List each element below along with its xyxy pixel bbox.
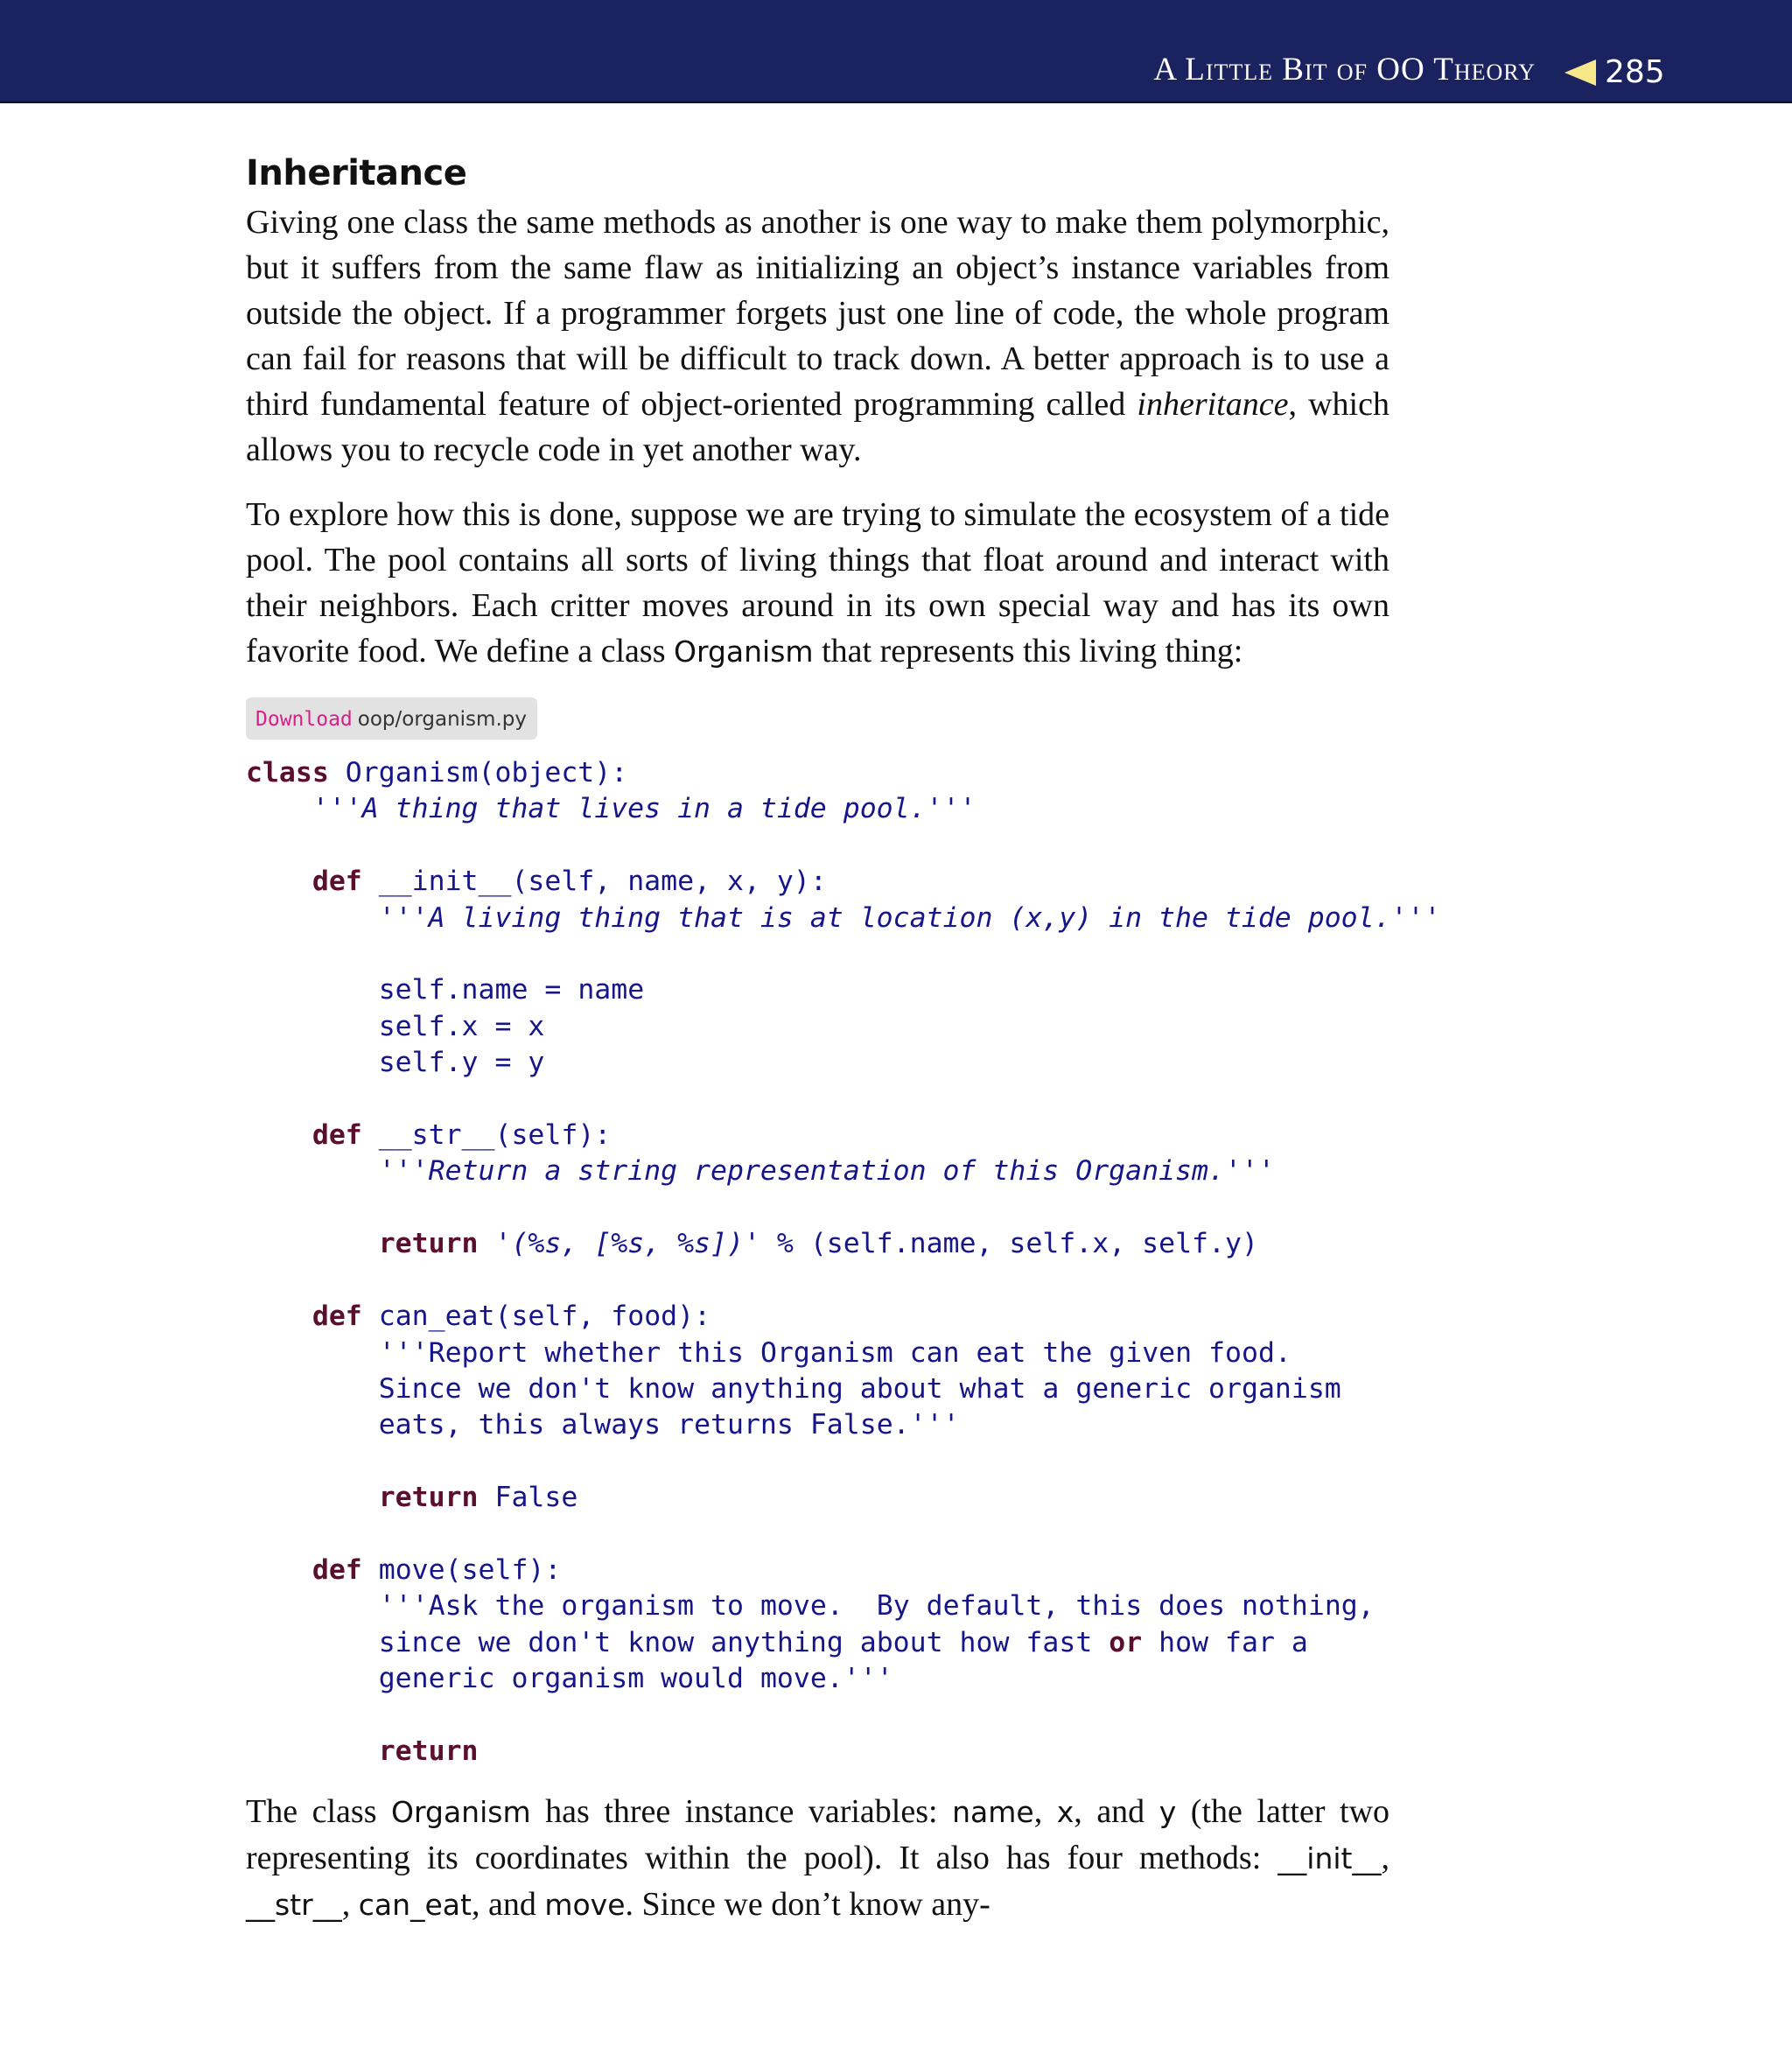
paragraph-text: that represents this living thing: xyxy=(813,633,1243,669)
paragraph-text: has three instance variables: xyxy=(530,1793,953,1831)
page-number: 285 xyxy=(1605,54,1665,90)
emphasized-term: inheritance xyxy=(1137,386,1289,423)
inline-code: __init__ xyxy=(1278,1841,1382,1876)
paragraph-text: , xyxy=(1381,1840,1390,1877)
paragraph-text: . Since we don’t know any- xyxy=(625,1886,990,1924)
paragraph-text: To explore how this is done, suppose we are trying to simulate the ecosystem of a tide pool. The pool contains all sorts of living things that float around and interact with their neighbors. Each critter moves around in its own special way and has its own favorite food. We define a class xyxy=(246,496,1390,669)
code-line: return False xyxy=(378,1482,578,1514)
paragraph-text: Giving one class the same methods as another is one way to make them polymorphic, but it suffers from the same flaw as initializing an object’s instance variables from outside the object. If a programmer forgets just one line of code, the whole program can fail for reasons that will be difficult to track down. A better approach is to use a third fundamental feature of object-oriented programming called xyxy=(246,204,1390,423)
code-line: def __str__(self): xyxy=(312,1119,612,1152)
paragraph-text: , xyxy=(341,1886,359,1924)
code-line: '''A living thing that is at location (x,y) in the tide pool.''' xyxy=(246,901,1441,934)
inline-code: __str__ xyxy=(246,1888,342,1923)
code-line: generic organism would move.''' xyxy=(378,1663,893,1695)
paragraph-text: The class xyxy=(246,1793,392,1831)
paragraph-text: , and xyxy=(471,1886,545,1924)
code-listing xyxy=(246,755,1441,1770)
inline-code: can_eat xyxy=(358,1888,472,1923)
paragraph-tide-pool xyxy=(246,492,1390,675)
download-link[interactable]: Download xyxy=(256,708,353,731)
paragraph-text: , and xyxy=(1074,1793,1159,1831)
inline-code: Organism xyxy=(391,1795,531,1830)
code-line: def __init__(self, name, x, y): xyxy=(312,866,827,898)
inline-code: y xyxy=(1158,1795,1177,1830)
inline-code: Organism xyxy=(674,634,814,669)
paragraph-text: , which allows you to recycle code in yet another way. xyxy=(246,386,1390,468)
previous-page-arrow-icon[interactable] xyxy=(1564,60,1596,86)
section-heading: Inheritance xyxy=(246,153,467,193)
code-line: self.y = y xyxy=(378,1047,545,1079)
download-tag xyxy=(246,698,537,740)
code-line: '''Report whether this Organism can eat the given food. xyxy=(246,1336,1292,1369)
code-line: '''A thing that lives in a tide pool.''' xyxy=(246,793,976,825)
page-body xyxy=(246,149,1441,1928)
inline-code: x xyxy=(1056,1795,1074,1830)
paragraph-summary xyxy=(246,1789,1390,1928)
running-title: A Little Bit of OO Theory xyxy=(1153,52,1536,88)
code-line: '''Ask the organism to move. By default, this does nothing, xyxy=(246,1590,1375,1623)
code-line: eats, this always returns False.''' xyxy=(378,1409,960,1441)
code-line: self.x = x xyxy=(378,1010,545,1042)
download-file-path: oop/organism.py xyxy=(357,708,527,731)
running-header xyxy=(0,0,1792,103)
code-line: class Organism(object): xyxy=(246,757,628,789)
code-line: return '(%s, [%s, %s])' % (self.name, self.x, self.y) xyxy=(378,1228,1258,1260)
code-line: '''Return a string representation of this Organism.''' xyxy=(246,1155,1275,1188)
code-line: def move(self): xyxy=(312,1553,562,1586)
code-line: return xyxy=(378,1735,479,1767)
code-line: def can_eat(self, food): xyxy=(312,1300,711,1333)
paragraph-intro xyxy=(246,200,1390,473)
paragraph-text: (the latter two representing its coordinates within the pool). It also has four methods: xyxy=(246,1793,1390,1877)
paragraph-text: , xyxy=(1033,1793,1057,1831)
code-line: Since we don't know anything about what a generic organism xyxy=(378,1372,1341,1405)
code-line: self.name = name xyxy=(378,974,645,1006)
inline-code: move xyxy=(544,1888,626,1923)
inline-code: name xyxy=(952,1795,1034,1830)
code-line: since we don't know anything about how fast or how far a xyxy=(378,1626,1308,1658)
